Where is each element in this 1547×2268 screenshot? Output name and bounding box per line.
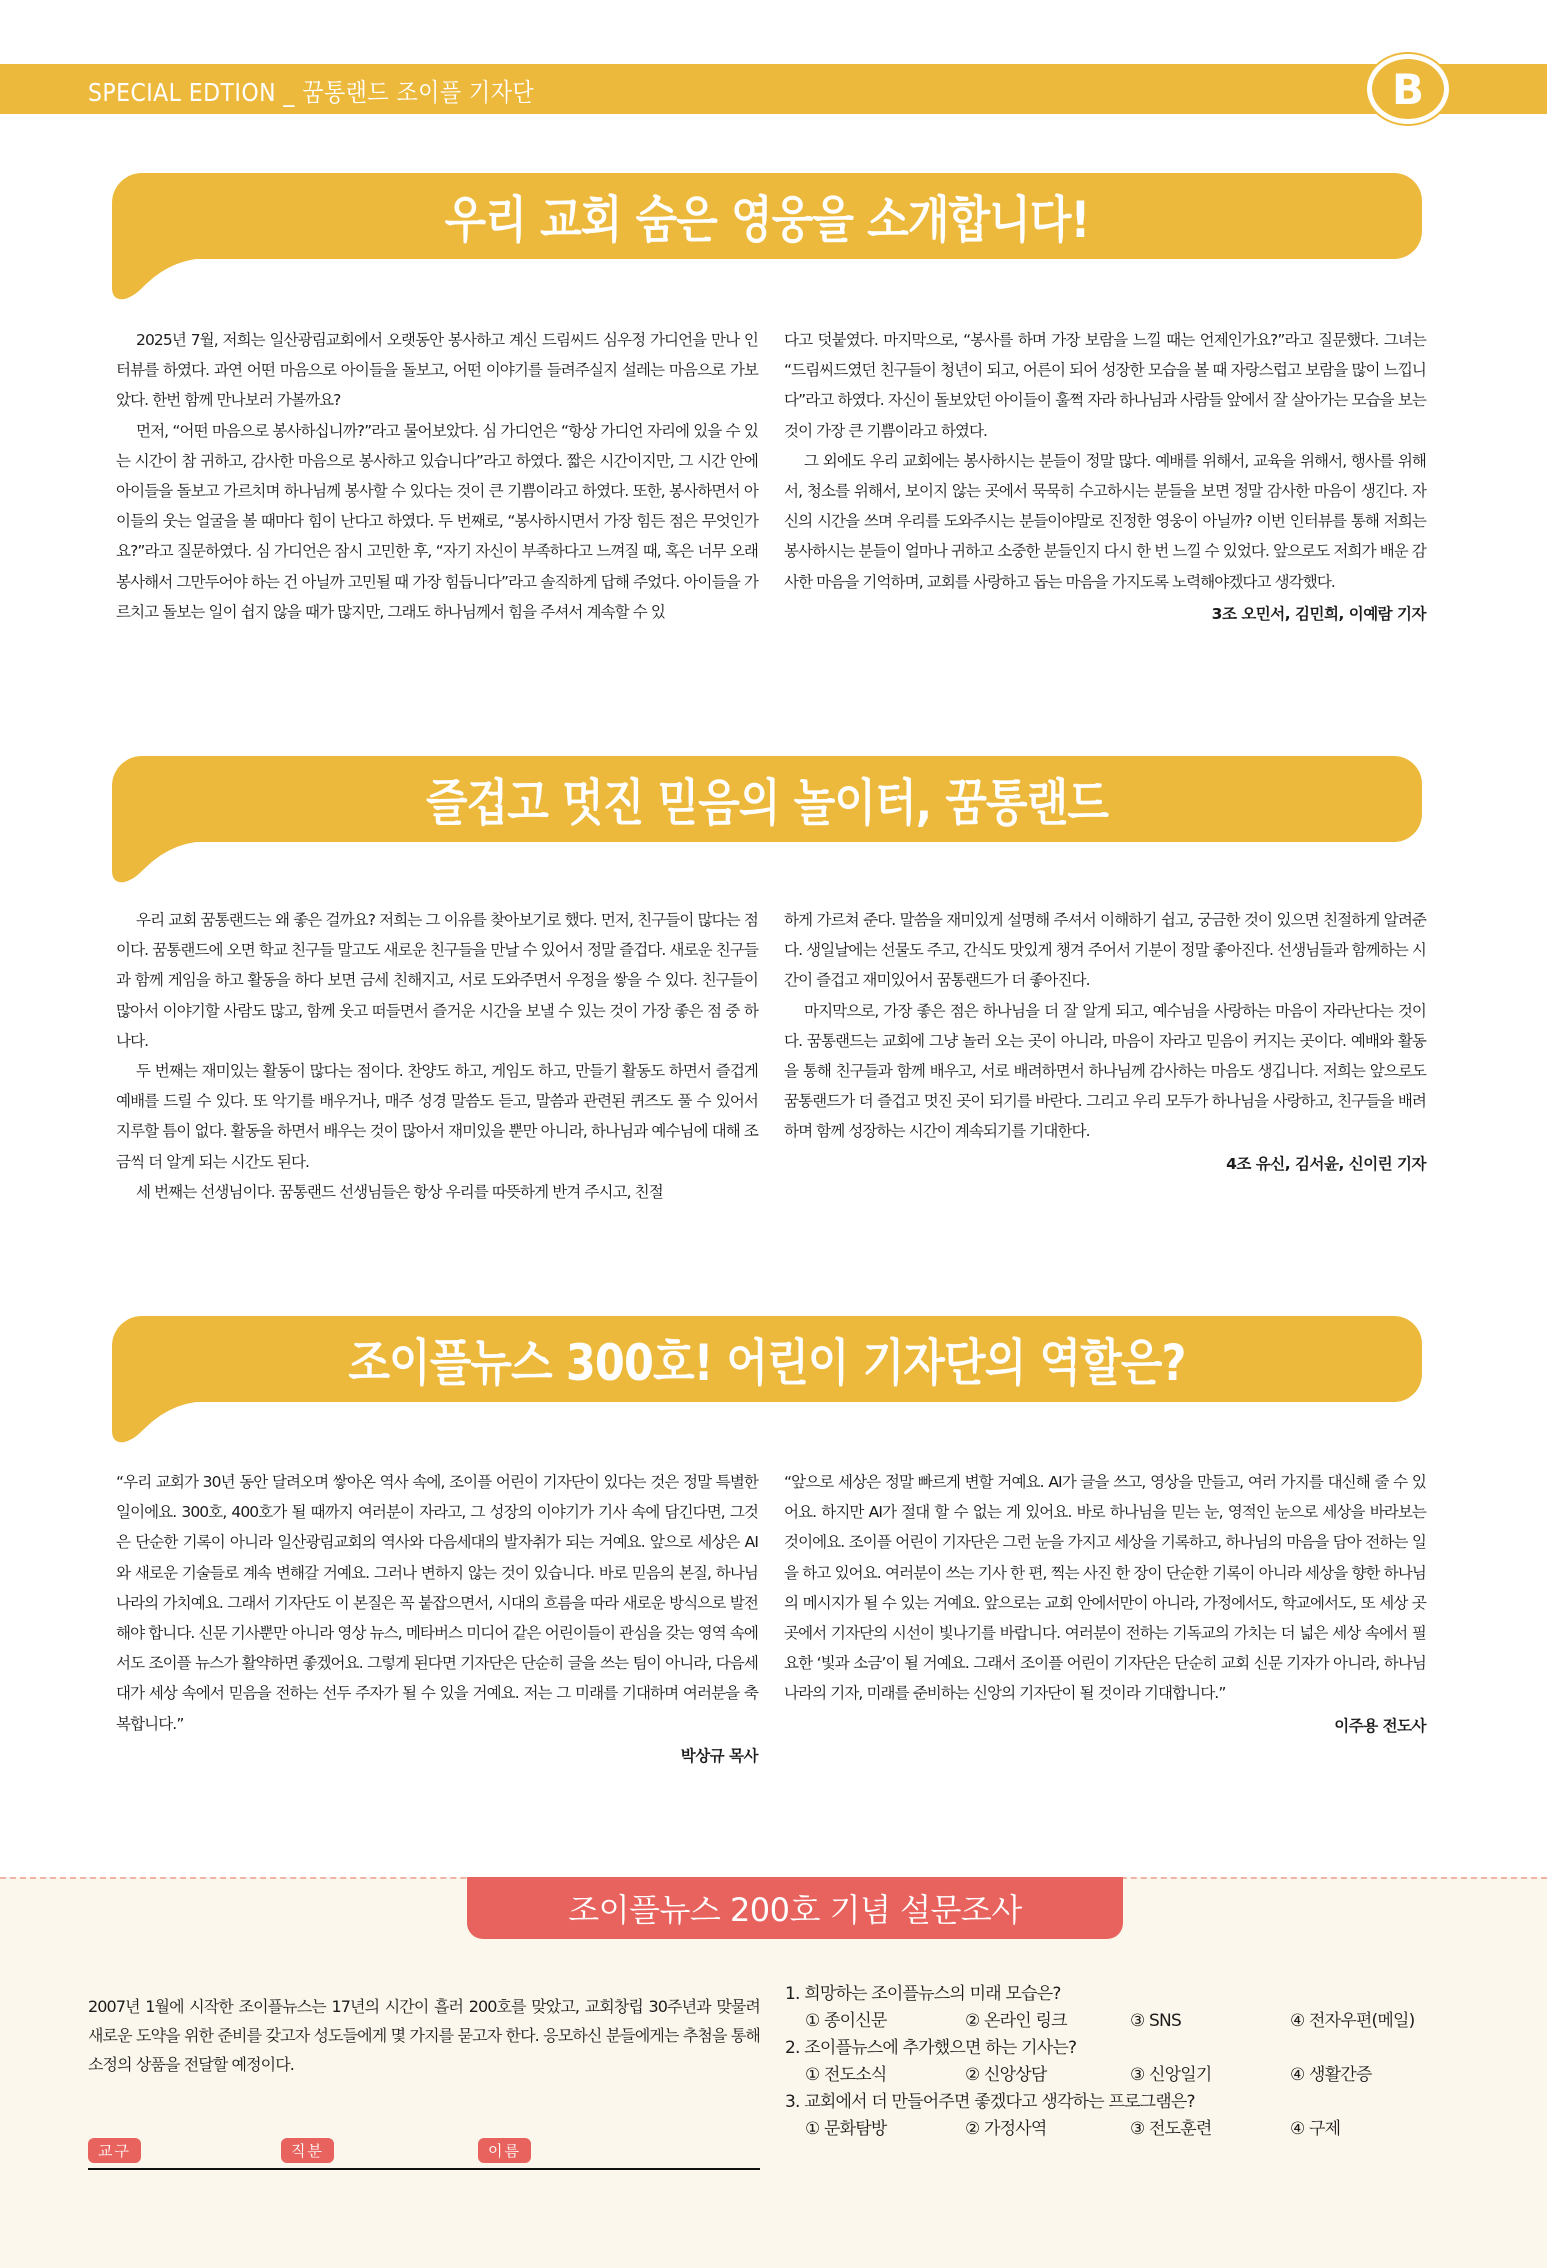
option[interactable]: ③ 신앙일기 — [1130, 2065, 1212, 2085]
article-2-body — [116, 905, 1426, 1207]
article-3-right-column — [784, 1467, 1426, 1771]
article-3-left-byline: 박상규 목사 — [680, 1746, 758, 1765]
header-bar — [0, 64, 1547, 114]
banner-tail-shape — [112, 816, 212, 884]
article-1-banner — [112, 173, 1422, 259]
question-2-options — [785, 2062, 1465, 2089]
article-1-left-column — [116, 325, 758, 629]
paragraph: 2025년 7월, 저희는 일산광림교회에서 오랫동안 봉사하고 계신 드림씨드 심우정 가디언을 만나 인터뷰를 하였다. 과연 어떤 마음으로 아이들을 돌보고, 어떤 이야기를 들려주실지 설레는 마음으로 가보았다. 한번 함께 만나보러 가볼까요? — [116, 331, 758, 410]
survey-questions — [785, 1981, 1465, 2143]
paragraph: 세 번째는 선생님이다. 꿈통랜드 선생님들은 항상 우리를 따뜻하게 반겨 주시고, 친절 — [136, 1182, 663, 1201]
survey-intro: 2007년 1월에 시작한 조이플뉴스는 17년의 시간이 흘러 200호를 맞았고, 교회창립 30주년과 맞물려 새로운 도약을 위한 준비를 갖고자 성도들에게 몇 가지를 묻고자 한다. 응모하신 분들에게는 추첨을 통해 소정의 상품을 전달할 예정이다. — [88, 1997, 760, 2074]
banner-tail-shape — [112, 1376, 212, 1444]
paragraph: “우리 교회가 30년 동안 달려오며 쌓아온 역사 속에, 조이플 어린이 기자단이 있다는 것은 정말 특별한 일이에요. 300호, 400호가 될 때까지 여러분이 자라고, 그 성장의 이야기가 기사 속에 담긴다면, 그것은 단순한 기록이 아니라 일산광림교회의 역사와 다음세대의 발자취가 되는 거예요. 앞으로 세상은 AI와 새로운 기술들로 계속 변해갈 거예요. 그러나 변하지 않는 것이 있습니다. 바로 믿음의 본질, 하나님 나라의 가치예요. 그래서 기자단도 이 본질은 꼭 붙잡으면서, 시대의 흐름을 따라 새로운 방식으로 발전해야 합니다. 신문 기사뿐만 아니라 영상 뉴스, 메타버스 미디어 같은 어린이들이 관심을 갖는 영역 속에서도 조이플 뉴스가 활약하면 좋겠어요. 그렇게 된다면 기자단은 단순히 글을 쓰는 팀이 아니라, 다음세대가 세상 속에서 믿음을 전하는 선두 주자가 될 수 있을 거예요. 저는 그 미래를 기대하며 여러분을 축복합니다.” — [116, 1473, 758, 1733]
article-3-left-column — [116, 1467, 758, 1771]
paragraph: 두 번째는 재미있는 활동이 많다는 점이다. 찬양도 하고, 게임도 하고, 만들기 활동도 하면서 즐겁게 예배를 드릴 수 있다. 또 악기를 배우거나, 매주 성경 말씀도 듣고, 말씀과 관련된 퀴즈도 풀 수 있어서 지루할 틈이 없다. 활동을 하면서 배우는 것이 많아서 재미있을 뿐만 아니라, 하나님과 예수님에 대해 조금씩 더 알게 되는 시간도 된다. — [116, 1062, 758, 1171]
page-badge-icon: B — [1367, 54, 1449, 124]
survey-title: 조이플뉴스 200호 기념 설문조사 — [467, 1877, 1123, 1939]
option[interactable]: ① 전도소식 — [805, 2065, 887, 2085]
option[interactable]: ③ 전도훈련 — [1130, 2119, 1212, 2139]
article-2-byline: 4조 유신, 김서윤, 신이린 기자 — [1226, 1154, 1426, 1173]
survey-section — [0, 1877, 1547, 2268]
article-2-banner — [112, 756, 1422, 842]
option[interactable]: ④ 전자우편(메일) — [1290, 2011, 1415, 2031]
article-2-title: 즐겁고 멋진 믿음의 놀이터, 꿈통랜드 — [425, 774, 1109, 832]
question-3: 3. 교회에서 더 만들어주면 좋겠다고 생각하는 프로그램은? — [785, 2092, 1195, 2112]
question-3-options — [785, 2116, 1465, 2143]
option[interactable]: ② 온라인 링크 — [965, 2011, 1067, 2031]
article-3-body — [116, 1467, 1426, 1771]
entry-fields[interactable] — [88, 2134, 760, 2170]
field-label-district: 교구 — [88, 2138, 141, 2163]
article-3-title: 조이플뉴스 300호! 어린이 기자단의 역할은? — [348, 1334, 1186, 1392]
article-2-right-column — [784, 905, 1426, 1207]
paragraph: 마지막으로, 가장 좋은 점은 하나님을 더 잘 알게 되고, 예수님을 사랑하는 마음이 자라난다는 것이다. 꿈통랜드는 교회에 그냥 놀러 오는 곳이 아니라, 마음이 자라고 믿음이 커지는 곳이다. 예배와 활동을 통해 친구들과 함께 배우고, 서로 배려하면서 하나님께 감사하는 마음도 생깁니다. 저희는 앞으로도 꿈통랜드가 더 즐겁고 멋진 곳이 되기를 바란다. 그리고 우리 모두가 하나님을 사랑하고, 친구들을 배려하며 함께 성장하는 시간이 계속되기를 기대한다. — [784, 1001, 1426, 1141]
option[interactable]: ④ 구제 — [1290, 2119, 1341, 2139]
paragraph: 하게 가르쳐 준다. 말씀을 재미있게 설명해 주셔서 이해하기 쉽고, 궁금한 것이 있으면 친절하게 알려준다. 생일날에는 선물도 주고, 간식도 맛있게 챙겨 주어서 기분이 정말 좋아진다. 선생님들과 함께하는 시간이 즐겁고 재미있어서 꿈통랜드가 더 좋아진다. — [784, 911, 1426, 990]
question-1: 1. 희망하는 조이플뉴스의 미래 모습은? — [785, 1984, 1061, 2004]
paragraph: 다고 덧붙였다. 마지막으로, “봉사를 하며 가장 보람을 느낄 때는 언제인가요?”라고 질문했다. 그녀는 “드림씨드였던 친구들이 청년이 되고, 어른이 되어 성장한 모습을 볼 때 자랑스럽고 보람을 많이 느낍니다”라고 하였다. 자신이 돌보았던 아이들이 훌쩍 자라 하나님과 사람들 앞에서 잘 살아가는 모습을 보는 것이 가장 큰 기쁨이라고 하였다. — [784, 331, 1426, 440]
banner-tail-shape — [112, 233, 212, 301]
article-1-title: 우리 교회 숨은 영웅을 소개합니다! — [444, 191, 1090, 249]
question-1-options — [785, 2008, 1465, 2035]
article-1-byline: 3조 오민서, 김민희, 이예람 기자 — [1211, 604, 1426, 623]
paragraph: 먼저, “어떤 마음으로 봉사하십니까?”라고 물어보았다. 심 가디언은 “항상 가디언 자리에 있을 수 있는 시간이 참 귀하고, 감사한 마음으로 봉사하고 있습니다”라고 하였다. 짧은 시간이지만, 그 시간 안에 아이들을 돌보고 가르치며 하나님께 봉사할 수 있다는 것이 큰 기쁨이라고 하였다. 또한, 봉사하면서 아이들의 웃는 얼굴을 볼 때마다 힘이 난다고 하였다. 두 번째로, “봉사하시면서 가장 힘든 점은 무엇인가요?”라고 질문하였다. 심 가디언은 잠시 고민한 후, “자기 자신이 부족하다고 느껴질 때, 혹은 너무 오래 봉사해서 그만두어야 하는 건 아닐까 고민될 때 가장 힘듭니다”라고 솔직하게 답해 주었다. 아이들을 가르치고 돌보는 일이 쉽지 않을 때가 많지만, 그래도 하나님께서 힘을 주셔서 계속할 수 있 — [116, 421, 758, 621]
option[interactable]: ① 종이신문 — [805, 2011, 887, 2031]
edition-title: SPECIAL EDTION _ 꿈통랜드 조이플 기자단 — [88, 78, 535, 107]
question-2: 2. 조이플뉴스에 추가했으면 하는 기사는? — [785, 2038, 1077, 2058]
option[interactable]: ② 신앙상담 — [965, 2065, 1047, 2085]
option[interactable]: ③ SNS — [1130, 2011, 1181, 2031]
article-2-left-column — [116, 905, 758, 1207]
field-label-name: 이름 — [478, 2138, 531, 2163]
article-3-right-byline: 이주용 전도사 — [1334, 1716, 1426, 1735]
option[interactable]: ① 문화탐방 — [805, 2119, 887, 2139]
article-1-right-column — [784, 325, 1426, 629]
paragraph: 우리 교회 꿈통랜드는 왜 좋은 걸까요? 저희는 그 이유를 찾아보기로 했다. 먼저, 친구들이 많다는 점이다. 꿈통랜드에 오면 학교 친구들 말고도 새로운 친구들을 만날 수 있어서 정말 즐겁다. 새로운 친구들과 함께 게임을 하고 활동을 하다 보면 금세 친해지고, 서로 도와주면서 우정을 쌓을 수 있다. 친구들이 많아서 이야기할 사람도 많고, 함께 웃고 떠들면서 즐거운 시간을 보낼 수 있는 것이 가장 좋은 점 중 하나다. — [116, 911, 758, 1050]
field-label-position: 직분 — [281, 2138, 334, 2163]
paragraph: 그 외에도 우리 교회에는 봉사하시는 분들이 정말 많다. 예배를 위해서, 교육을 위해서, 행사를 위해서, 청소를 위해서, 보이지 않는 곳에서 묵묵히 수고하시는 분들을 보면 정말 감사한 마음이 생긴다. 자신의 시간을 쓰며 우리를 도와주시는 분들이야말로 진정한 영웅이 아닐까? 이번 인터뷰를 통해 저희는 봉사하시는 분들이 얼마나 귀하고 소중한 분들인지 다시 한 번 느낄 수 있었다. 앞으로도 저희가 배운 감사한 마음을 기억하며, 교회를 사랑하고 돕는 마음을 가지도록 노력해야겠다고 생각했다. — [784, 451, 1426, 591]
option[interactable]: ④ 생활간증 — [1290, 2065, 1372, 2085]
paragraph: “앞으로 세상은 정말 빠르게 변할 거예요. AI가 글을 쓰고, 영상을 만들고, 여러 가지를 대신해 줄 수 있어요. 하지만 AI가 절대 할 수 없는 게 있어요. 바로 하나님을 믿는 눈, 영적인 눈으로 세상을 바라보는 것이에요. 조이플 어린이 기자단은 그런 눈을 가지고 세상을 기록하고, 하나님의 마음을 담아 전하는 일을 하고 있어요. 여러분이 쓰는 기사 한 편, 찍는 사진 한 장이 단순한 기록이 아니라 세상을 향한 하나님의 메시지가 될 수 있는 거예요. 앞으로는 교회 안에서만이 아니라, 가정에서도, 학교에서도, 또 세상 곳곳에서 기자단의 시선이 빛나기를 바랍니다. 여러분이 전하는 기독교의 가치는 더 넓은 세상 속에서 필요한 ‘빛과 소금’이 될 거예요. 그래서 조이플 어린이 기자단은 단순히 교회 신문 기자가 아니라, 하나님 나라의 기자, 미래를 준비하는 신앙의 기자단이 될 것이라 기대합니다.” — [784, 1473, 1426, 1703]
option[interactable]: ② 가정사역 — [965, 2119, 1047, 2139]
article-3-banner — [112, 1316, 1422, 1402]
article-1-body — [116, 325, 1426, 629]
